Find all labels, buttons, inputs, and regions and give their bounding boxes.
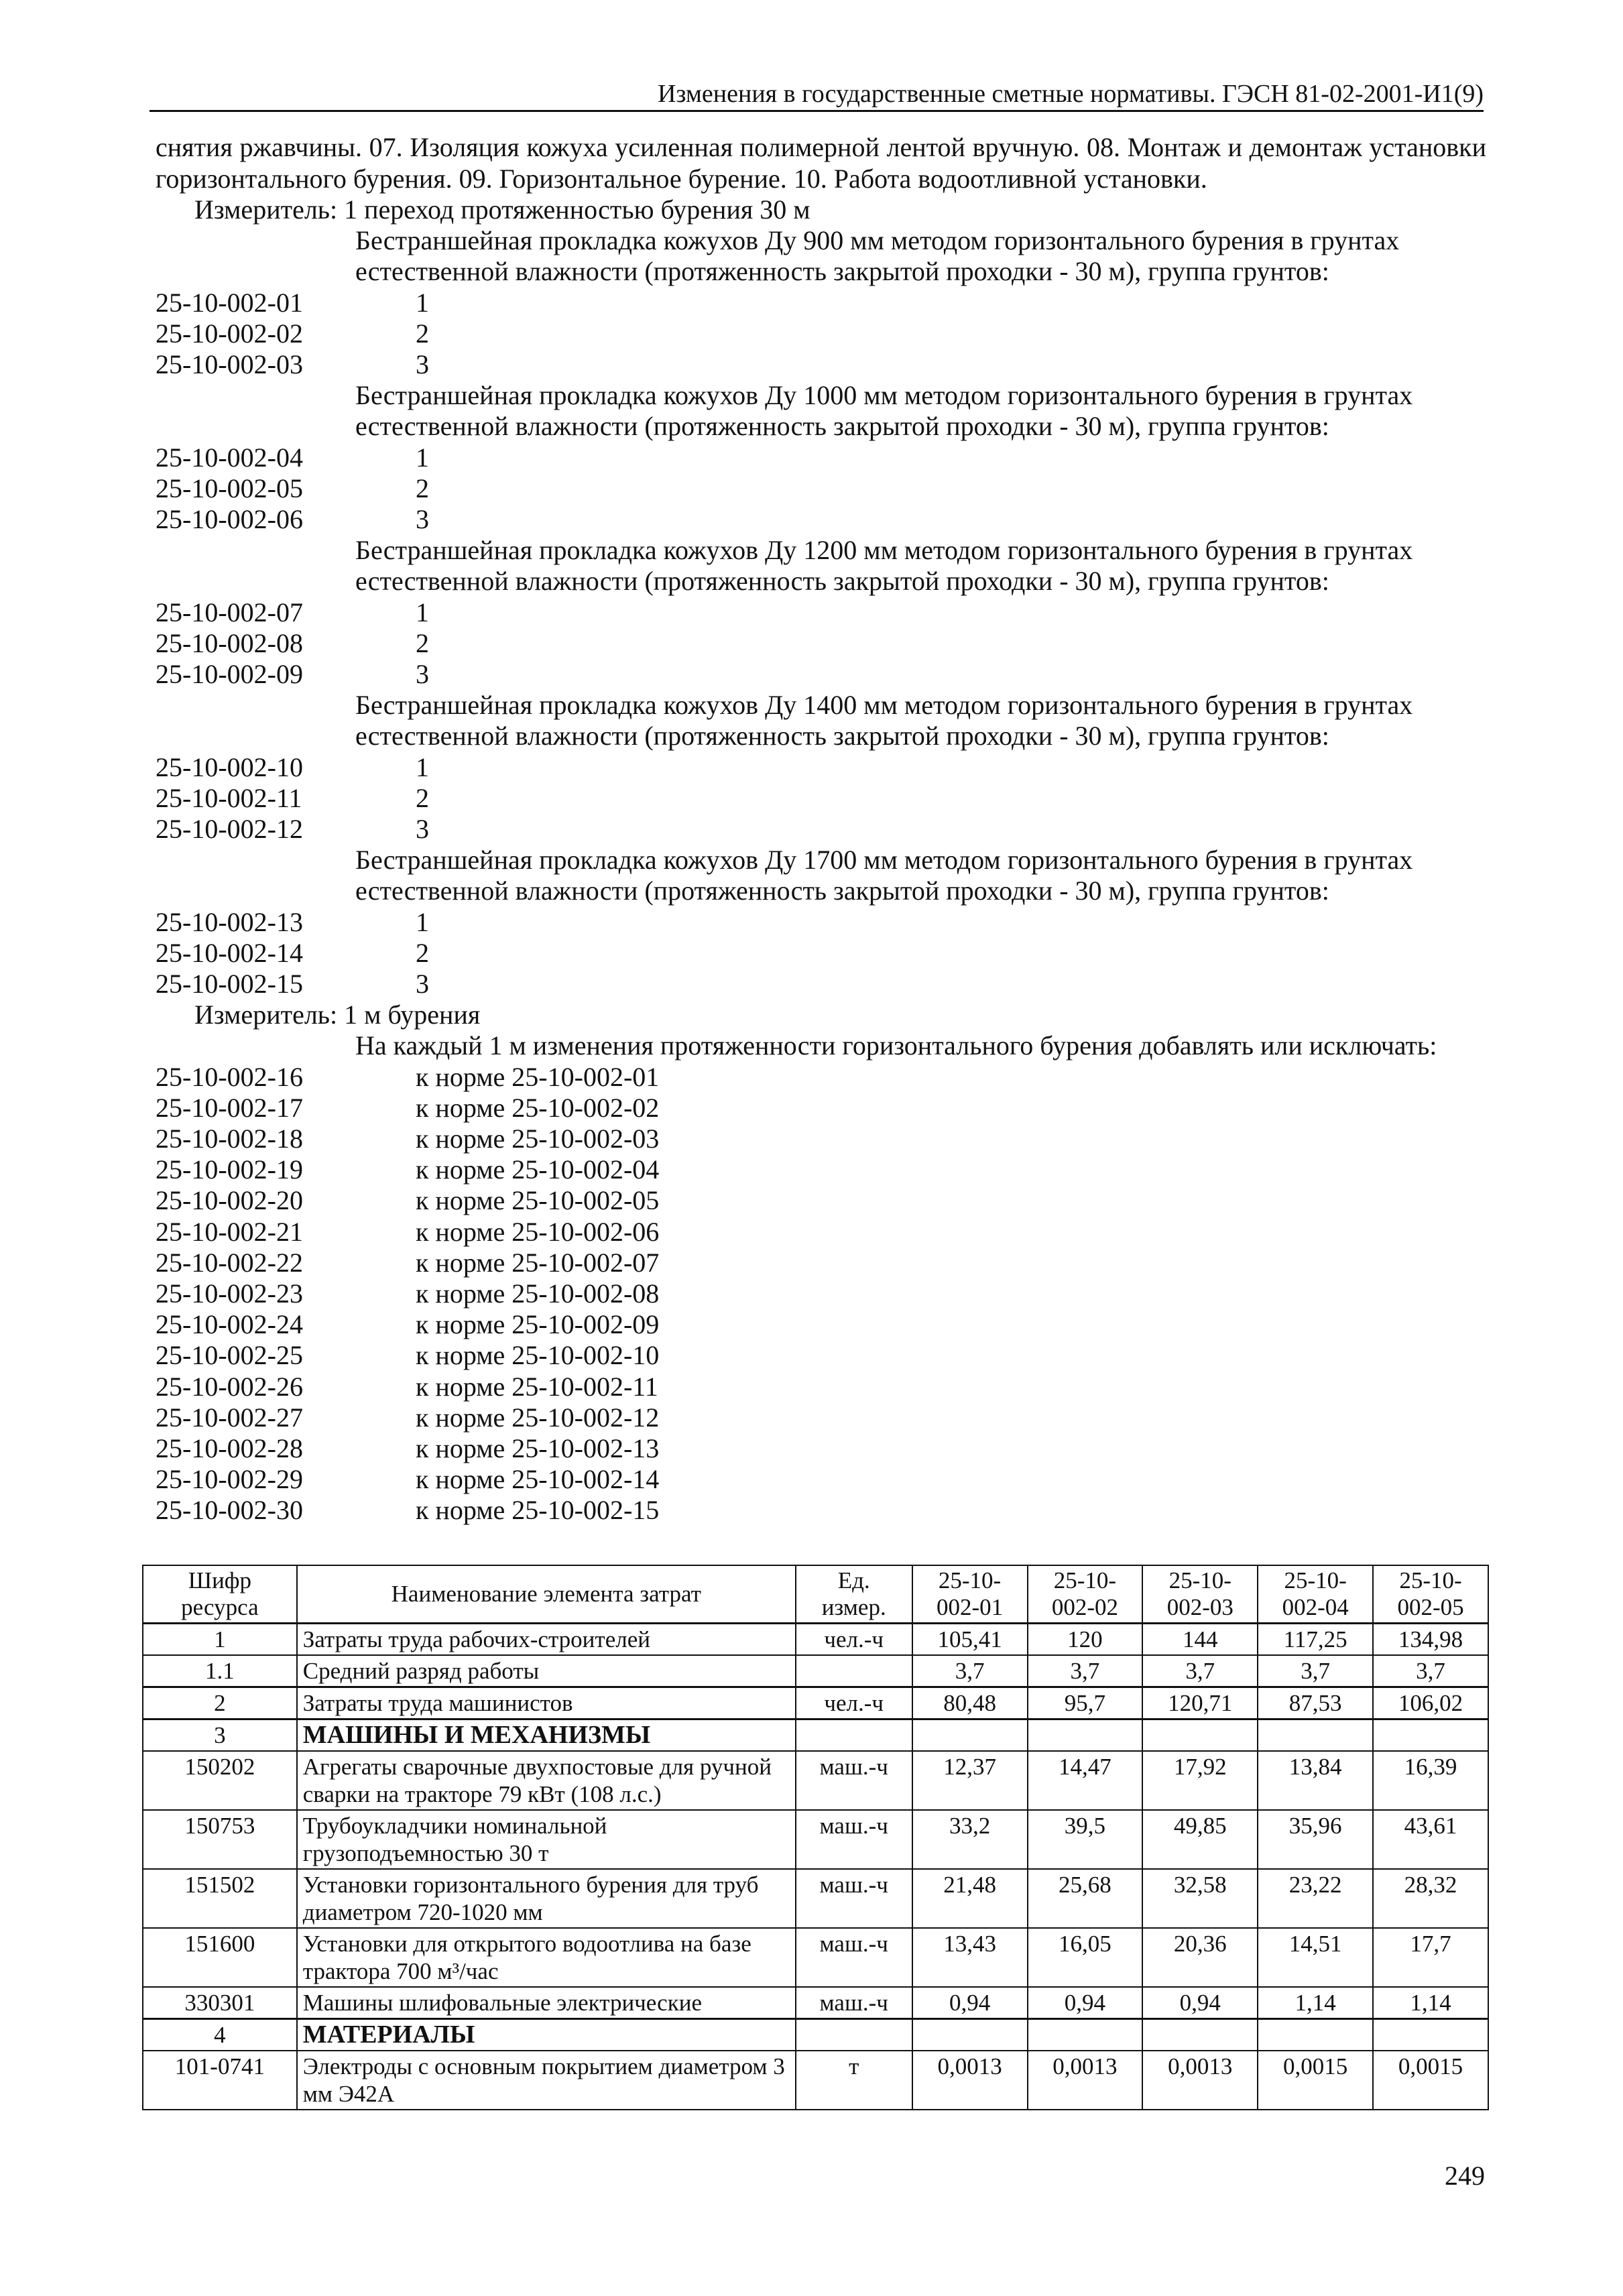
cell-value: 13,43 — [912, 1928, 1028, 1987]
cell-code: 150753 — [143, 1810, 297, 1869]
soil-group-number: 2 — [416, 937, 429, 968]
cell-value: 95,7 — [1028, 1687, 1143, 1719]
cell-unit — [796, 2019, 912, 2051]
page-header: Изменения в государственные сметные нормативы. ГЭСН 81-02-2001-И1(9) — [149, 79, 1484, 112]
norm-code: 25-10-002-08 — [156, 627, 303, 658]
cell-value: 33,2 — [912, 1810, 1028, 1869]
cell-value: 0,0015 — [1258, 2051, 1373, 2110]
cell-code: 101-0741 — [143, 2051, 297, 2110]
soil-group-number: 2 — [416, 318, 429, 349]
cell-value: 17,7 — [1373, 1928, 1488, 1987]
norm-reference: к норме 25-10-002-06 — [416, 1216, 660, 1247]
cell-name: Электроды с основным покрытием диаметром 3 мм Э42А — [297, 2051, 796, 2110]
cell-unit: чел.-ч — [796, 1687, 912, 1719]
norm-code: 25-10-002-15 — [156, 969, 303, 999]
cell-value: 0,94 — [1142, 1987, 1258, 2019]
cell-unit: маш.-ч — [796, 1869, 912, 1928]
norm-code: 25-10-002-23 — [156, 1278, 303, 1309]
norm-code: 25-10-002-05 — [156, 473, 303, 503]
soil-group-number: 1 — [416, 287, 429, 318]
cell-value — [1142, 2019, 1258, 2051]
cell-value — [1028, 2019, 1143, 2051]
cell-code: 151502 — [143, 1869, 297, 1928]
cell-code: 3 — [143, 1719, 297, 1752]
cell-value: 3,7 — [1258, 1655, 1373, 1687]
norm-reference: к норме 25-10-002-13 — [416, 1433, 660, 1463]
norm-code: 25-10-002-01 — [156, 287, 303, 318]
group-description: Бестраншейная прокладка кожухов Ду 900 мм методом горизонтального бурения в грунтах естественной влажности (протяженность закрытой проходки - 30 м), группа грунтов: — [355, 225, 1400, 287]
cell-value: 0,0013 — [912, 2051, 1028, 2110]
cell-value: 28,32 — [1373, 1869, 1488, 1928]
cell-value — [1373, 1719, 1488, 1752]
cell-value: 3,7 — [1373, 1655, 1488, 1687]
cell-value — [912, 2019, 1028, 2051]
norm-reference: к норме 25-10-002-11 — [416, 1371, 658, 1402]
table-row — [143, 1810, 1488, 1869]
norm-code: 25-10-002-02 — [156, 318, 303, 349]
norm-code: 25-10-002-24 — [156, 1309, 303, 1340]
cell-name: Агрегаты сварочные двухпостовые для ручной сварки на тракторе 79 кВт (108 л.с.) — [297, 1751, 796, 1810]
cell-value: 0,94 — [1028, 1987, 1143, 2019]
cell-value: 13,84 — [1258, 1751, 1373, 1810]
cell-unit: маш.-ч — [796, 1987, 912, 2019]
cell-name: Средний разряд работы — [297, 1655, 796, 1687]
norm-code: 25-10-002-19 — [156, 1154, 303, 1185]
norm-code: 25-10-002-26 — [156, 1371, 303, 1402]
group-description: Бестраншейная прокладка кожухов Ду 1400 мм методом горизонтального бурения в грунтах естественной влажности (протяженность закрытой проходки - 30 м), группа грунтов: — [355, 690, 1413, 751]
table-row — [143, 1751, 1488, 1810]
table-row — [143, 1869, 1488, 1928]
table-row — [143, 1987, 1488, 2019]
norm-reference: к норме 25-10-002-01 — [416, 1061, 660, 1092]
norm-reference: к норме 25-10-002-12 — [416, 1402, 660, 1433]
cell-value: 32,58 — [1142, 1869, 1258, 1928]
table-row — [143, 1928, 1488, 1987]
norm-code: 25-10-002-03 — [156, 349, 303, 379]
cell-value: 20,36 — [1142, 1928, 1258, 1987]
cell-value: 43,61 — [1373, 1810, 1488, 1869]
cell-unit — [796, 1719, 912, 1752]
cell-code: 2 — [143, 1687, 297, 1719]
cell-value: 14,47 — [1028, 1751, 1143, 1810]
cell-unit: чел.-ч — [796, 1624, 912, 1656]
soil-group-number: 3 — [416, 814, 429, 844]
norm-reference: к норме 25-10-002-05 — [416, 1185, 660, 1216]
cell-value: 16,05 — [1028, 1928, 1143, 1987]
cell-value: 1,14 — [1373, 1987, 1488, 2019]
norm-code: 25-10-002-17 — [156, 1092, 303, 1123]
cell-value: 39,5 — [1028, 1810, 1143, 1869]
soil-group-number: 1 — [416, 442, 429, 473]
norm-code: 25-10-002-10 — [156, 751, 303, 782]
norm-reference: к норме 25-10-002-08 — [416, 1278, 660, 1309]
cell-value: 23,22 — [1258, 1869, 1373, 1928]
table-row — [143, 1719, 1488, 1752]
table-row — [143, 1624, 1488, 1656]
soil-group-number: 1 — [416, 751, 429, 782]
norm-code: 25-10-002-30 — [156, 1495, 303, 1526]
norm-code: 25-10-002-06 — [156, 504, 303, 534]
cell-unit: маш.-ч — [796, 1751, 912, 1810]
soil-group-number: 1 — [416, 906, 429, 937]
norm-code: 25-10-002-13 — [156, 906, 303, 937]
soil-group-number: 3 — [416, 659, 429, 689]
header-name: Наименование элемента затрат — [297, 1565, 796, 1624]
cell-value — [1258, 1719, 1373, 1752]
header-code: Шифр ресурса — [143, 1565, 297, 1624]
table-header-row — [143, 1565, 1488, 1624]
cell-name: Машины шлифовальные электрические — [297, 1987, 796, 2019]
norm-code: 25-10-002-04 — [156, 442, 303, 473]
cell-value: 21,48 — [912, 1869, 1028, 1928]
group-description: Бестраншейная прокладка кожухов Ду 1700 мм методом горизонтального бурения в грунтах естественной влажности (протяженность закрытой проходки - 30 м), группа грунтов: — [355, 845, 1413, 906]
header-unit: Ед. измер. — [796, 1565, 912, 1624]
norm-code: 25-10-002-09 — [156, 659, 303, 689]
group-description: Бестраншейная прокладка кожухов Ду 1000 мм методом горизонтального бурения в грунтах естественной влажности (протяженность закрытой проходки - 30 м), группа грунтов: — [355, 380, 1413, 442]
cell-value: 144 — [1142, 1624, 1258, 1656]
cell-code: 1 — [143, 1624, 297, 1656]
cell-value: 0,94 — [912, 1987, 1028, 2019]
cell-value — [1142, 1719, 1258, 1752]
cell-code: 4 — [143, 2019, 297, 2051]
cell-value: 3,7 — [1142, 1655, 1258, 1687]
cell-value: 3,7 — [912, 1655, 1028, 1687]
cell-value: 117,25 — [1258, 1624, 1373, 1656]
cell-value: 105,41 — [912, 1624, 1028, 1656]
cell-value: 25,68 — [1028, 1869, 1143, 1928]
soil-group-number: 2 — [416, 627, 429, 658]
norm-reference: к норме 25-10-002-10 — [416, 1340, 660, 1371]
header-col-5: 25-10- 002-05 — [1373, 1565, 1488, 1624]
cell-value: 0,0015 — [1373, 2051, 1488, 2110]
cell-value: 106,02 — [1373, 1687, 1488, 1719]
cell-unit: маш.-ч — [796, 1810, 912, 1869]
norm-code: 25-10-002-21 — [156, 1216, 303, 1247]
cell-value — [1258, 2019, 1373, 2051]
cell-value: 0,0013 — [1028, 2051, 1143, 2110]
cell-name: Установки горизонтального бурения для труб диаметром 720-1020 мм — [297, 1869, 796, 1928]
header-col-4: 25-10- 002-04 — [1258, 1565, 1373, 1624]
soil-group-number: 3 — [416, 349, 429, 379]
norm-reference: к норме 25-10-002-07 — [416, 1247, 660, 1278]
cell-value: 35,96 — [1258, 1810, 1373, 1869]
cell-value: 120 — [1028, 1624, 1143, 1656]
soil-group-number: 1 — [416, 597, 429, 627]
norm-code: 25-10-002-12 — [156, 814, 303, 844]
header-col-2: 25-10- 002-02 — [1028, 1565, 1143, 1624]
intro-paragraph: снятия ржавчины. 07. Изоляция кожуха усиленная полимерной лентой вручную. 08. Монтаж и демонтаж установки горизонтального бурения. 09. Горизонтальное бурение. 10. Работа водоотливной установки. — [156, 132, 1486, 194]
norm-reference: к норме 25-10-002-03 — [416, 1124, 660, 1154]
soil-group-number: 3 — [416, 969, 429, 999]
cell-value — [1028, 1719, 1143, 1752]
cell-value: 0,0013 — [1142, 2051, 1258, 2110]
cell-code: 151600 — [143, 1928, 297, 1987]
norm-code: 25-10-002-16 — [156, 1061, 303, 1092]
norm-code: 25-10-002-14 — [156, 937, 303, 968]
soil-group-number: 2 — [416, 782, 429, 813]
cell-name: Затраты труда машинистов — [297, 1687, 796, 1719]
norm-reference: к норме 25-10-002-02 — [416, 1092, 660, 1123]
header-col-1: 25-10- 002-01 — [912, 1565, 1028, 1624]
norm-code: 25-10-002-07 — [156, 597, 303, 627]
table-row — [143, 1687, 1488, 1719]
norm-code: 25-10-002-18 — [156, 1124, 303, 1154]
norm-code: 25-10-002-22 — [156, 1247, 303, 1278]
cell-value: 1,14 — [1258, 1987, 1373, 2019]
cell-code: 330301 — [143, 1987, 297, 2019]
norm-code: 25-10-002-20 — [156, 1185, 303, 1216]
cell-value: 17,92 — [1142, 1751, 1258, 1810]
cell-value: 87,53 — [1258, 1687, 1373, 1719]
norm-code: 25-10-002-28 — [156, 1433, 303, 1463]
measure-label: Измеритель: 1 м бурения — [194, 1000, 481, 1030]
cell-value: 12,37 — [912, 1751, 1028, 1810]
norm-code: 25-10-002-29 — [156, 1464, 303, 1495]
cell-name: Установки для открытого водоотлива на базе трактора 700 м³/час — [297, 1928, 796, 1987]
add-description: На каждый 1 м изменения протяженности горизонтального бурения добавлять или исключать: — [355, 1030, 1437, 1061]
table-row — [143, 1655, 1488, 1687]
cell-value: 80,48 — [912, 1687, 1028, 1719]
table-row — [143, 2051, 1488, 2110]
page-number: 249 — [1445, 2161, 1485, 2191]
cell-value: 14,51 — [1258, 1928, 1373, 1987]
norm-reference: к норме 25-10-002-15 — [416, 1495, 660, 1526]
cell-code: 1.1 — [143, 1655, 297, 1687]
cell-value: 49,85 — [1142, 1810, 1258, 1869]
measure-label: Измеритель: 1 переход протяженностью бурения 30 м — [194, 194, 810, 225]
cell-name: Затраты труда рабочих-строителей — [297, 1624, 796, 1656]
soil-group-number: 3 — [416, 504, 429, 534]
norm-reference: к норме 25-10-002-14 — [416, 1464, 660, 1495]
cell-unit — [796, 1655, 912, 1687]
soil-group-number: 2 — [416, 473, 429, 503]
cell-value: 16,39 — [1373, 1751, 1488, 1810]
cell-unit: т — [796, 2051, 912, 2110]
group-description: Бестраншейная прокладка кожухов Ду 1200 мм методом горизонтального бурения в грунтах естественной влажности (протяженность закрытой проходки - 30 м), группа грунтов: — [355, 535, 1413, 597]
norm-code: 25-10-002-11 — [156, 782, 302, 813]
cell-value — [912, 1719, 1028, 1752]
norm-reference: к норме 25-10-002-09 — [416, 1309, 660, 1340]
cell-name: МАШИНЫ И МЕХАНИЗМЫ — [297, 1719, 796, 1752]
cell-value: 3,7 — [1028, 1655, 1143, 1687]
table-row — [143, 2019, 1488, 2051]
cell-value — [1373, 2019, 1488, 2051]
cell-value: 134,98 — [1373, 1624, 1488, 1656]
norm-reference: к норме 25-10-002-04 — [416, 1154, 660, 1185]
cell-name: МАТЕРИАЛЫ — [297, 2019, 796, 2051]
cell-unit: маш.-ч — [796, 1928, 912, 1987]
resources-table — [142, 1565, 1489, 2110]
cell-code: 150202 — [143, 1751, 297, 1810]
norm-code: 25-10-002-25 — [156, 1340, 303, 1371]
header-col-3: 25-10- 002-03 — [1142, 1565, 1258, 1624]
norm-code: 25-10-002-27 — [156, 1402, 303, 1433]
cell-name: Трубоукладчики номинальной грузоподъемностью 30 т — [297, 1810, 796, 1869]
cell-value: 120,71 — [1142, 1687, 1258, 1719]
